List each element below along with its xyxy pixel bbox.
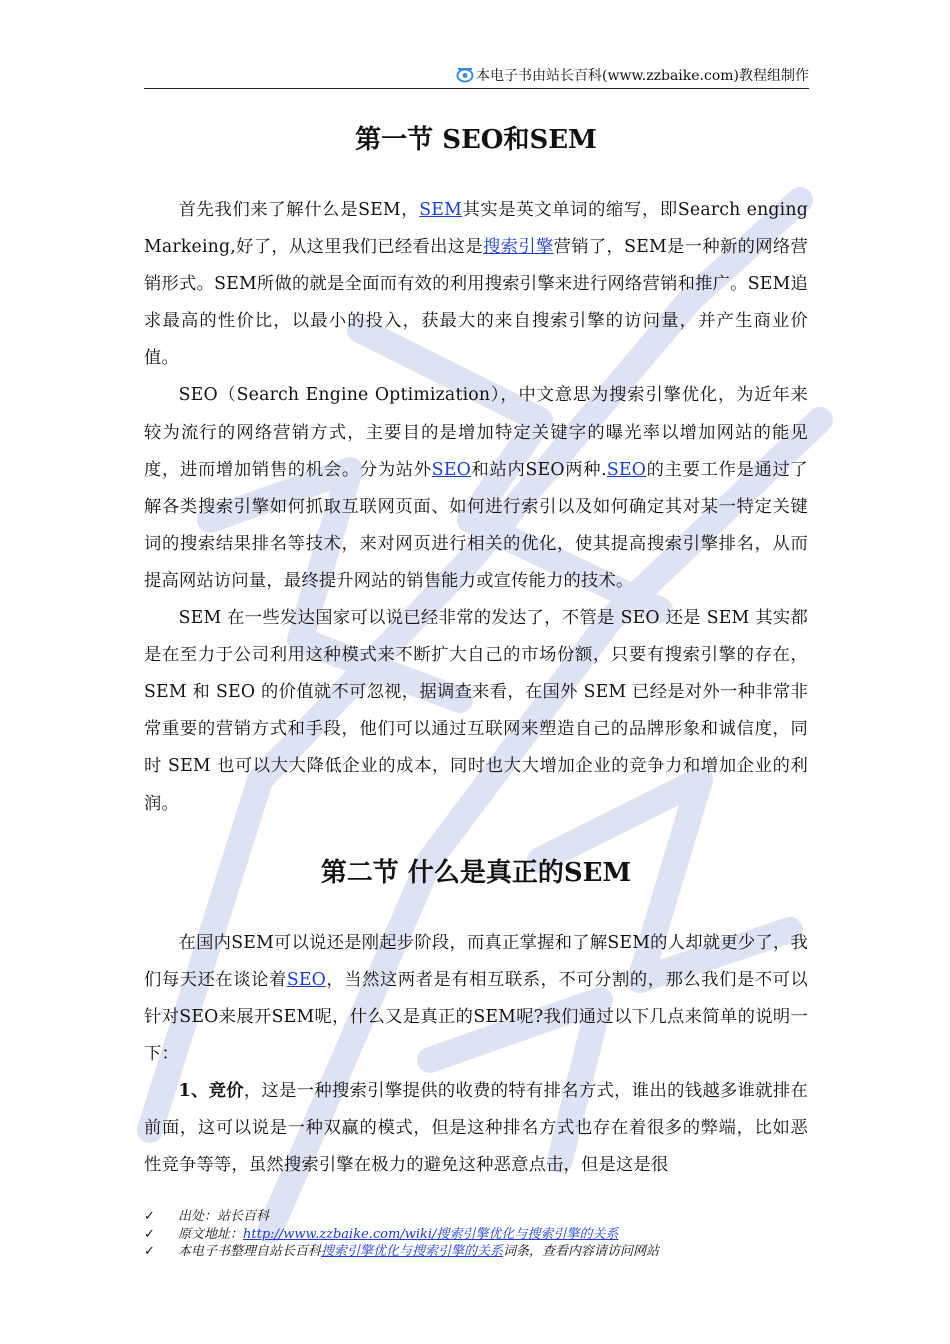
footer-source: ✓ 出处：站长百科 <box>144 1209 270 1224</box>
section2-paragraph-1: 在国内SEM可以说还是刚起步阶段，而真正掌握和了解SEM的人却就更少了，我们每天还在谈论着SEO，当然这两者是有相互联系，不可分割的，那么我们是不可以针对SEO来展开SEM呢，什么又是真正的SEM呢?我们通过以下几点来简单的说明一下： <box>144 932 808 1064</box>
section1-paragraph-2: SEO（Search Engine Optimization），中文意思为搜索引擎优化，为近年来较为流行的网络营销方式，主要目的是增加特定关键字的曝光率以增加网站的能见度，进而增加销售的机会。分为站外SEO和站内SEO两种.SEO的主要工作是通过了解各类搜索引擎如何抓取互联网页面、如何进行索引以及如何确定其对某一特定关键词的搜索结果排名等技术，来对网页进行相关的优化，使其提高搜索引擎排名，从而提高网站访问量，最终提升网站的销售能力或宣传能力的技术。 <box>144 385 808 591</box>
page-footer <box>144 1208 824 1261</box>
check-icon: ✓ <box>144 1209 155 1224</box>
original-url-link[interactable]: http://www.zzbaike.com/wiki/搜索引擎优化与搜索引擎的关系 <box>243 1226 619 1242</box>
seo-link[interactable]: SEO <box>286 969 327 990</box>
section1-paragraph-1: 首先我们来了解什么是SEM，SEM其实是英文单词的缩写，即Search enging Markeing,好了，从这里我们已经看出这是搜索引擎营销了，SEM是一种新的网络营销形式。SEM所做的就是全面而有效的利用搜索引擎来进行网络营销和推广。SEM追求最高的性价比，以最小的投入，获最大的来自搜索引擎的访问量，并产生商业价值。 <box>144 200 808 369</box>
entry-link[interactable]: 搜索引擎优化与搜索引擎的关系 <box>321 1244 504 1259</box>
section2-paragraph-2: 1、竞价，这是一种搜索引擎提供的收费的特有排名方式，谁出的钱越多谁就排在前面，这可以说是一种双赢的模式，但是这种排名方式也存在着很多的弊端，比如恶性竞争等等，虽然搜索引擎在极力的避免这种恶意点击，但是这是很 <box>144 1080 808 1176</box>
section1-title: 第一节 SEO和SEM <box>355 125 597 155</box>
page-header <box>144 66 809 89</box>
footer-note: ✓ 本电子书整理自站长百科搜索引擎优化与搜索引擎的关系词条，查看内容请访问网站 <box>144 1244 660 1259</box>
seo-link[interactable]: SEO <box>431 459 472 480</box>
site-logo-icon <box>456 67 474 83</box>
header-text: 本电子书由站长百科(www.zzbaike.com)教程组制作 <box>476 68 809 84</box>
sem-link[interactable]: SEM <box>419 200 462 220</box>
check-icon: ✓ <box>144 1226 155 1242</box>
section1-paragraph-3: SEM 在一些发达国家可以说已经非常的发达了，不管是 SEO 还是 SEM 其实都是在至力于公司利用这种模式来不断扩大自己的市场份额，只要有搜索引擎的存在，SEM 和 SEO 的价值就不可忽视，据调查来看，在国外 SEM 已经是对外一种非常非常重要的营销方式和手段，他们可以通过互联网来塑造自己的品牌形象和诚信度，同时 SEM 也可以大大降低企业的成本，同时也大大增加企业的竞争力和增加企业的利润。 <box>144 608 808 814</box>
check-icon: ✓ <box>144 1244 155 1259</box>
footer-original-url: ✓ 原文地址：http://www.zzbaike.com/wiki/搜索引擎优化与搜索引擎的关系 <box>144 1226 619 1242</box>
section2-title: 第二节 什么是真正的SEM <box>320 857 632 888</box>
main-content <box>144 118 808 1184</box>
bidding-heading: 1、竞价 <box>178 1080 244 1101</box>
search-engine-link[interactable]: 搜索引擎 <box>483 237 554 258</box>
seo-link[interactable]: SEO <box>606 459 647 480</box>
